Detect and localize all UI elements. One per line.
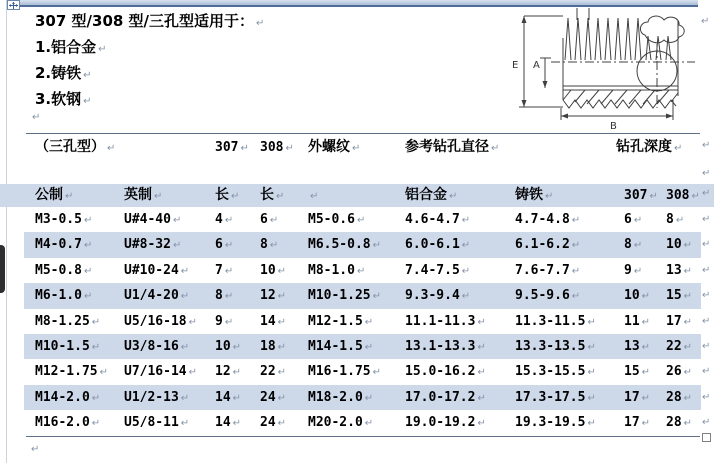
paragraph-mark-icon: ↵ — [571, 215, 581, 226]
paragraph-mark-icon: ↵ — [107, 143, 116, 154]
table-cell: M10-1.5 ↵ — [35, 338, 101, 354]
table-cell: M16-2.0 ↵ — [35, 415, 101, 431]
table-cell: U#8-32 ↵ — [124, 237, 182, 253]
paragraph-mark-icon: ↵ — [364, 341, 374, 353]
paragraph-mark-icon: ↵ — [269, 240, 279, 252]
table-cell: 17 ↵ — [624, 389, 651, 405]
table-cell: 14 ↵ — [215, 389, 242, 405]
end-of-row-mark-icon: ↵ — [702, 168, 711, 179]
table-cell: 22 ↵ — [260, 364, 287, 380]
table-cell: M18-2.0 ↵ — [308, 389, 374, 405]
table-cell: 24 ↵ — [260, 415, 287, 431]
column-header-cell: 铝合金 ↵ — [405, 187, 458, 203]
paragraph-mark-icon: ↵ — [277, 392, 287, 404]
table-cell: U7/16-14 ↵ — [124, 364, 198, 380]
table-cell: M6.5-0.8 ↵ — [308, 237, 382, 253]
table-cell: U5/16-18 ↵ — [124, 313, 198, 329]
paragraph-mark-icon: ↵ — [571, 265, 581, 277]
table-cell: 13.1-13.3 ↵ — [405, 338, 486, 354]
table-cell: M20-2.0 ↵ — [308, 415, 374, 431]
paragraph-mark-icon: ↵ — [91, 341, 101, 353]
paragraph-mark-icon: ↵ — [587, 392, 596, 404]
table-row — [24, 359, 701, 384]
paragraph-mark-icon: ↵ — [98, 44, 107, 55]
table-cell: M14-2.0 ↵ — [35, 389, 101, 405]
table-cell: 10 ↵ — [624, 288, 651, 304]
paragraph-mark-icon: ↵ — [224, 240, 234, 252]
paragraph-mark-icon: ↵ — [180, 418, 190, 430]
table-cell: M10-1.25 ↵ — [308, 288, 382, 304]
paragraph-mark-icon: ↵ — [172, 215, 182, 226]
group-header-cell: （三孔型） ↵ — [35, 139, 116, 155]
column-header-cell: 铸铁 ↵ — [515, 187, 554, 203]
table-cell: 7 ↵ — [215, 262, 234, 278]
table-cell: 8 ↵ — [624, 237, 643, 253]
paragraph-mark-icon: ↵ — [372, 367, 382, 379]
table-cell: 8 ↵ — [260, 237, 279, 253]
column-header-cell: 公制 ↵ — [35, 187, 74, 203]
paragraph-mark-icon: ↵ — [587, 418, 596, 430]
table-cell: 9 ↵ — [215, 313, 234, 329]
paragraph-mark-icon: ↵ — [641, 291, 651, 303]
paragraph-mark-icon: ↵ — [310, 191, 319, 202]
end-of-row-mark-icon: ↵ — [702, 140, 711, 151]
table-cell: U#10-24 ↵ — [124, 262, 190, 278]
table-cell: 15.3-15.5 ↵ — [515, 364, 596, 380]
table-cell: 9.3-9.4 ↵ — [405, 288, 471, 304]
table-cell: 17 ↵ — [666, 313, 693, 329]
intro-item-3: 3.软钢 ↵ — [35, 90, 92, 108]
table-cell: 15 ↵ — [624, 364, 651, 380]
table-cell: M14-1.5 ↵ — [308, 338, 374, 354]
paragraph-mark-icon: ↵ — [633, 240, 643, 252]
table-cell: 11.3-11.5 ↵ — [515, 313, 596, 329]
table-row — [24, 258, 701, 283]
paragraph-mark-icon: ↵ — [99, 367, 109, 379]
table-cell: U5/8-11 ↵ — [124, 415, 190, 431]
table-cell: M16-1.75 ↵ — [308, 364, 382, 380]
paragraph-mark-icon: ↵ — [83, 291, 93, 303]
paragraph-mark-icon: ↵ — [364, 392, 374, 404]
table-cell: 28 ↵ — [666, 415, 693, 431]
column-header-cell: 308 ↵ — [666, 188, 700, 203]
group-header-cell: 307 ↵ — [215, 140, 249, 155]
table-cell: M8-1.25 ↵ — [35, 313, 101, 329]
paragraph-mark-icon: ↵ — [180, 392, 190, 404]
table-cell: M8-1.0 ↵ — [308, 262, 366, 278]
paragraph-mark-icon: ↵ — [285, 143, 294, 154]
paragraph-mark-icon: ↵ — [587, 316, 596, 328]
paragraph-mark-icon: ↵ — [641, 392, 651, 404]
paragraph-mark-icon: ↵ — [232, 367, 242, 379]
table-cell: 6.0-6.1 ↵ — [405, 237, 471, 253]
paragraph-mark-icon: ↵ — [674, 143, 683, 154]
table-cell: U#4-40 ↵ — [124, 212, 182, 227]
paragraph-mark-icon: ↵ — [683, 265, 693, 277]
paragraph-mark-icon: ↵ — [224, 265, 234, 277]
paragraph-mark-icon: ↵ — [477, 418, 486, 430]
table-row — [24, 283, 701, 308]
end-of-row-mark-icon: ↵ — [702, 264, 711, 276]
paragraph-mark-icon: ↵ — [691, 191, 700, 202]
table-cell: M12-1.75 ↵ — [35, 364, 109, 380]
paragraph-mark-icon: ↵ — [477, 316, 486, 328]
column-header-cell: 307 ↵ — [624, 188, 658, 203]
table-cell: 12 ↵ — [215, 364, 242, 380]
paragraph-mark-icon: ↵ — [683, 367, 693, 379]
table-cell: 14 ↵ — [260, 313, 287, 329]
column-header-cell: 长 ↵ — [260, 187, 285, 203]
table-cell: M3-0.5 ↵ — [35, 212, 93, 227]
paragraph-mark-icon: ↵ — [641, 316, 651, 328]
paragraph-mark-icon: ↵ — [83, 96, 92, 107]
paragraph-mark-icon: ↵ — [224, 291, 234, 303]
paragraph-mark-icon: ↵ — [277, 265, 287, 277]
table-cell: 18 ↵ — [260, 338, 287, 354]
table-cell: 7.6-7.7 ↵ — [515, 262, 581, 278]
paragraph-mark-icon: ↵ — [277, 418, 287, 430]
table-cell: 17.0-17.2 ↵ — [405, 389, 486, 405]
paragraph-mark-icon: ↵ — [461, 291, 471, 303]
paragraph-mark-icon: ↵ — [701, 16, 710, 27]
table-cell: 6 ↵ — [260, 212, 279, 227]
paragraph-mark-icon: ↵ — [372, 240, 382, 252]
paragraph-mark-icon: ↵ — [356, 265, 366, 277]
paragraph-mark-icon: ↵ — [372, 291, 382, 303]
table-resize-handle[interactable] — [702, 433, 711, 442]
paragraph-mark-icon: ↵ — [683, 418, 693, 430]
table-cell: 4 ↵ — [215, 212, 234, 227]
paragraph-mark-icon: ↵ — [83, 240, 93, 252]
table-cell: 9 ↵ — [624, 262, 643, 278]
group-header-cell: 钻孔深度 ↵ — [616, 139, 683, 155]
paragraph-mark-icon: ↵ — [188, 316, 198, 328]
paragraph-mark-icon: ↵ — [491, 143, 500, 154]
table-group-header-row — [0, 135, 714, 161]
paragraph-mark-icon: ↵ — [180, 265, 190, 277]
paragraph-mark-icon: ↵ — [83, 265, 93, 277]
dim-label-b: B — [610, 121, 617, 132]
threaded-insert-diagram — [505, 8, 711, 132]
table-cell: 6 ↵ — [624, 212, 643, 227]
paragraph-mark-icon: ↵ — [277, 341, 287, 353]
paragraph-mark-icon: ↵ — [477, 392, 486, 404]
paragraph-mark-icon: ↵ — [587, 341, 596, 353]
table-cell: U1/4-20 ↵ — [124, 288, 190, 304]
table-cell: 17.3-17.5 ↵ — [515, 389, 596, 405]
table-cell: 19.3-19.5 ↵ — [515, 415, 596, 431]
table-cell: 6.1-6.2 ↵ — [515, 237, 581, 253]
table-cell: M12-1.5 ↵ — [308, 313, 374, 329]
paragraph-mark-icon: ↵ — [232, 341, 242, 353]
table-cell: M5-0.8 ↵ — [35, 262, 93, 278]
paragraph-mark-icon: ↵ — [641, 418, 651, 430]
table-cell: 4.6-4.7 ↵ — [405, 212, 471, 227]
paragraph-mark-icon: ↵ — [91, 316, 101, 328]
table-cell: 10 ↵ — [666, 237, 693, 253]
paragraph-mark-icon: ↵ — [683, 341, 693, 353]
paragraph-mark-icon: ↵ — [188, 367, 198, 379]
paragraph-mark-icon: ↵ — [180, 291, 190, 303]
table-cell: 12 ↵ — [260, 288, 287, 304]
paragraph-mark-icon: ↵ — [256, 18, 265, 29]
table-cell: 28 ↵ — [666, 389, 693, 405]
table-cell: 10 ↵ — [215, 338, 242, 354]
group-header-cell: 参考钻孔直径 ↵ — [405, 139, 500, 155]
paragraph-mark-icon: ↵ — [31, 444, 40, 455]
table-top-gridline-strip — [17, 0, 698, 7]
paragraph-mark-icon: ↵ — [633, 265, 643, 277]
table-cell: M6-1.0 ↵ — [35, 288, 93, 304]
paragraph-mark-icon: ↵ — [232, 418, 242, 430]
paragraph-mark-icon: ↵ — [154, 191, 163, 202]
paragraph-mark-icon: ↵ — [91, 418, 101, 430]
intro-item-2: 2.铸铁 ↵ — [35, 64, 92, 82]
end-of-row-mark-icon: ↵ — [702, 315, 711, 327]
paragraph-mark-icon: ↵ — [83, 215, 93, 226]
paragraph-mark-icon: ↵ — [277, 367, 287, 379]
table-cell: 13.3-13.5 ↵ — [515, 338, 596, 354]
end-of-row-mark-icon: ↵ — [702, 366, 711, 378]
table-row — [24, 232, 701, 257]
table-cell: 13 ↵ — [666, 262, 693, 278]
paragraph-mark-icon: ↵ — [461, 240, 471, 252]
paragraph-mark-icon: ↵ — [461, 265, 471, 277]
table-move-handle-icon[interactable] — [7, 0, 20, 10]
paragraph-mark-icon: ↵ — [277, 316, 287, 328]
paragraph-mark-icon: ↵ — [65, 191, 74, 202]
paragraph-mark-icon: ↵ — [587, 367, 596, 379]
table-cell: 17 ↵ — [624, 415, 651, 431]
paragraph-mark-icon: ↵ — [364, 418, 374, 430]
table-cell: 11.1-11.3 ↵ — [405, 313, 486, 329]
group-header-cell: 308 ↵ — [260, 140, 294, 155]
column-header-cell: 英制 ↵ — [124, 187, 163, 203]
end-of-row-mark-icon: ↵ — [702, 239, 711, 251]
paragraph-mark-icon: ↵ — [277, 291, 287, 303]
table-cell: M5-0.6 ↵ — [308, 212, 366, 227]
table-cell: 26 ↵ — [666, 364, 693, 380]
table-cell: 15.0-16.2 ↵ — [405, 364, 486, 380]
paragraph-mark-icon: ↵ — [449, 191, 458, 202]
table-cell: 14 ↵ — [215, 415, 242, 431]
paragraph-mark-icon: ↵ — [364, 316, 374, 328]
paragraph-mark-icon: ↵ — [649, 191, 658, 202]
table-row — [24, 207, 701, 232]
table-row — [24, 410, 701, 435]
paragraph-mark-icon: ↵ — [683, 291, 693, 303]
intro-item-1: 1.铝合金 ↵ — [35, 38, 107, 56]
paragraph-mark-icon: ↵ — [240, 143, 249, 154]
column-header-cell: 长 ↵ — [215, 187, 240, 203]
table-cell: 11 ↵ — [624, 313, 651, 329]
paragraph-mark-icon: ↵ — [91, 392, 101, 404]
table-cell: 10 ↵ — [260, 262, 287, 278]
table-cell: 19.0-19.2 ↵ — [405, 415, 486, 431]
dim-label-e: E — [512, 60, 519, 71]
paragraph-mark-icon: ↵ — [276, 191, 285, 202]
paragraph-mark-icon: ↵ — [477, 341, 486, 353]
paragraph-mark-icon: ↵ — [641, 341, 651, 353]
table-row — [24, 334, 701, 359]
data-table — [0, 207, 714, 436]
table-column-header-row — [0, 184, 714, 207]
paragraph-mark-icon: ↵ — [180, 341, 190, 353]
table-bottom-border — [26, 436, 700, 437]
end-of-row-mark-icon: ↵ — [702, 391, 711, 403]
end-of-row-mark-icon: ↵ — [702, 417, 711, 429]
paragraph-mark-icon: ↵ — [675, 215, 685, 226]
table-row — [24, 385, 701, 410]
paragraph-mark-icon: ↵ — [356, 215, 366, 226]
paragraph-mark-icon: ↵ — [224, 215, 234, 226]
paragraph-mark-icon: ↵ — [683, 316, 693, 328]
table-cell: 13 ↵ — [624, 338, 651, 354]
table-cell: 15 ↵ — [666, 288, 693, 304]
table-cell: M4-0.7 ↵ — [35, 237, 93, 253]
end-of-row-mark-icon: ↵ — [702, 341, 711, 352]
paragraph-mark-icon: ↵ — [83, 70, 92, 81]
intro-title: 307 型/308 型/三孔型适用于： ↵ — [35, 12, 265, 30]
paragraph-mark-icon: ↵ — [641, 367, 651, 379]
paragraph-mark-icon: ↵ — [231, 191, 240, 202]
dim-label-a: A — [533, 60, 540, 71]
table-row — [24, 309, 701, 334]
paragraph-mark-icon: ↵ — [571, 291, 581, 303]
end-of-row-mark-icon: ↵ — [702, 290, 711, 302]
table-cell: 4.7-4.8 ↵ — [515, 212, 581, 227]
paragraph-mark-icon: ↵ — [224, 316, 234, 328]
paragraph-mark-icon: ↵ — [683, 240, 693, 252]
paragraph-mark-icon: ↵ — [352, 143, 361, 154]
paragraph-mark-icon: ↵ — [32, 112, 41, 123]
end-of-row-mark-icon: ↵ — [702, 214, 711, 225]
paragraph-mark-icon: ↵ — [633, 215, 643, 226]
paragraph-mark-icon: ↵ — [461, 215, 471, 226]
paragraph-mark-icon: ↵ — [571, 240, 581, 252]
paragraph-mark-icon: ↵ — [269, 215, 279, 226]
table-cell: U1/2-13 ↵ — [124, 389, 190, 405]
table-cell: 8 ↵ — [666, 212, 685, 227]
group-header-cell: 外螺纹 ↵ — [308, 139, 361, 155]
paragraph-mark-icon: ↵ — [545, 191, 554, 202]
paragraph-mark-icon: ↵ — [172, 240, 182, 252]
paragraph-mark-icon: ↵ — [683, 392, 693, 404]
table-cell: 24 ↵ — [260, 389, 287, 405]
table-top-border — [26, 133, 700, 134]
table-cell: U3/8-16 ↵ — [124, 338, 190, 354]
column-header-cell — [308, 184, 318, 208]
end-of-row-mark-icon: ↵ — [702, 188, 711, 199]
table-cell: 22 ↵ — [666, 338, 693, 354]
table-cell: 7.4-7.5 ↵ — [405, 262, 471, 278]
paragraph-mark-icon: ↵ — [477, 367, 486, 379]
table-cell: 9.5-9.6 ↵ — [515, 288, 581, 304]
table-cell: 6 ↵ — [215, 237, 234, 253]
paragraph-mark-icon: ↵ — [232, 392, 242, 404]
table-cell: 8 ↵ — [215, 288, 234, 304]
